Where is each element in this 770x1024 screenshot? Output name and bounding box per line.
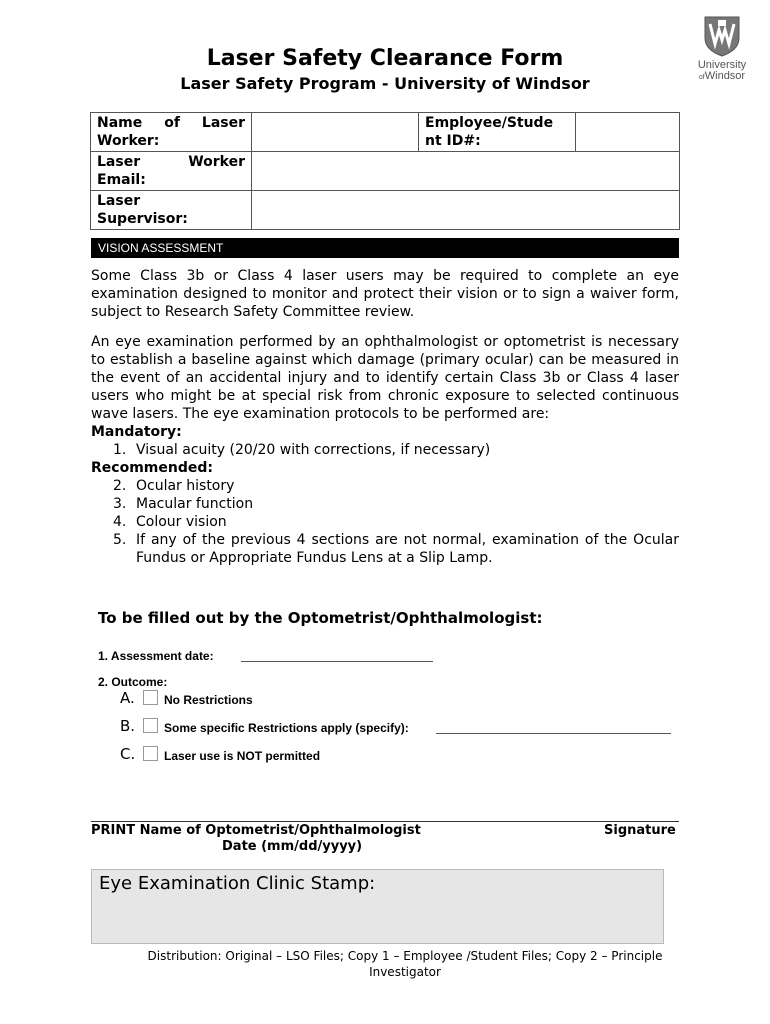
id-label-cell: Employee/Stude nt ID#:: [419, 113, 576, 152]
assessment-date-label: 1. Assessment date:: [98, 649, 214, 663]
name-field[interactable]: [252, 113, 419, 152]
option-a-label: No Restrictions: [164, 693, 253, 707]
option-c-letter: C.: [120, 745, 136, 763]
list-item: 2. Ocular history: [113, 478, 235, 494]
supervisor-label-cell: Laser Supervisor:: [91, 191, 252, 230]
logo-text-windsor: ofWindsor: [698, 70, 746, 82]
optometrist-heading: To be filled out by the Optometrist/Ophthalmologist:: [98, 609, 543, 627]
option-c-label: Laser use is NOT permitted: [164, 749, 321, 763]
email-label-cell: Laser Worker Email:: [91, 152, 252, 191]
list-item: 5. If any of the previous 4 sections are not normal, examination of the Ocular Fundus or Appropriate Fundus Lens at a Slip Lamp.: [113, 532, 679, 566]
option-a-checkbox[interactable]: [143, 690, 158, 705]
restrictions-specify-field[interactable]: [436, 721, 671, 734]
logo-text-university: University: [697, 59, 747, 71]
option-b-label: Some specific Restrictions apply (specify):: [164, 721, 409, 735]
mandatory-heading: Mandatory:: [91, 424, 182, 440]
list-item: 3. Macular function: [113, 496, 254, 512]
recommended-heading: Recommended:: [91, 460, 213, 476]
supervisor-field[interactable]: [252, 191, 680, 230]
option-c-checkbox[interactable]: [143, 746, 158, 761]
assessment-date-field[interactable]: [241, 649, 433, 662]
mandatory-list: [91, 441, 679, 459]
intro-paragraph: Some Class 3b or Class 4 laser users may be required to complete an eye examination designed to monitor and protect their vision or to sign a waiver form, subject to Research Safety Committee review.: [91, 268, 679, 320]
option-b-checkbox[interactable]: [143, 718, 158, 733]
email-field[interactable]: [252, 152, 680, 191]
option-a-letter: A.: [120, 689, 135, 707]
page-subtitle: Laser Safety Program - University of Windsor: [180, 74, 590, 93]
vision-assessment-header: VISION ASSESSMENT: [91, 238, 679, 258]
list-item: 1. Visual acuity (20/20 with corrections, if necessary): [113, 442, 491, 458]
recommended-list: [91, 477, 679, 567]
exam-paragraph: An eye examination performed by an ophthalmologist or optometrist is necessary to establish a baseline against which damage (primary ocular) can be measured in the event of an accidental injury and to identify certain Class 3b or Class 4 laser users who might be at special risk from chronic exposure to selected continuous wave lasers. The eye examination protocols to be performed are:: [91, 334, 679, 422]
outcome-label: 2. Outcome:: [98, 675, 168, 689]
clinic-stamp-label: Eye Examination Clinic Stamp:: [99, 873, 376, 894]
print-name-label: PRINT Name of Optometrist/Ophthalmologist: [91, 823, 421, 838]
worker-info-table: [90, 112, 680, 230]
exam-section: [91, 333, 679, 567]
name-label-cell: Name of Laser Worker:: [91, 113, 252, 152]
signature-line[interactable]: [91, 821, 679, 822]
list-item: 4. Colour vision: [113, 514, 227, 530]
id-field[interactable]: [576, 113, 680, 152]
page-title: Laser Safety Clearance Form: [206, 46, 564, 71]
distribution-note: Distribution: Original – LSO Files; Copy 1 – Employee /Student Files; Copy 2 – Principle Investigator: [147, 949, 663, 979]
option-b-letter: B.: [120, 717, 136, 735]
signature-label: Signature: [604, 823, 676, 838]
clinic-stamp-box[interactable]: [91, 869, 664, 944]
date-label: Date (mm/dd/yyyy): [222, 839, 363, 854]
